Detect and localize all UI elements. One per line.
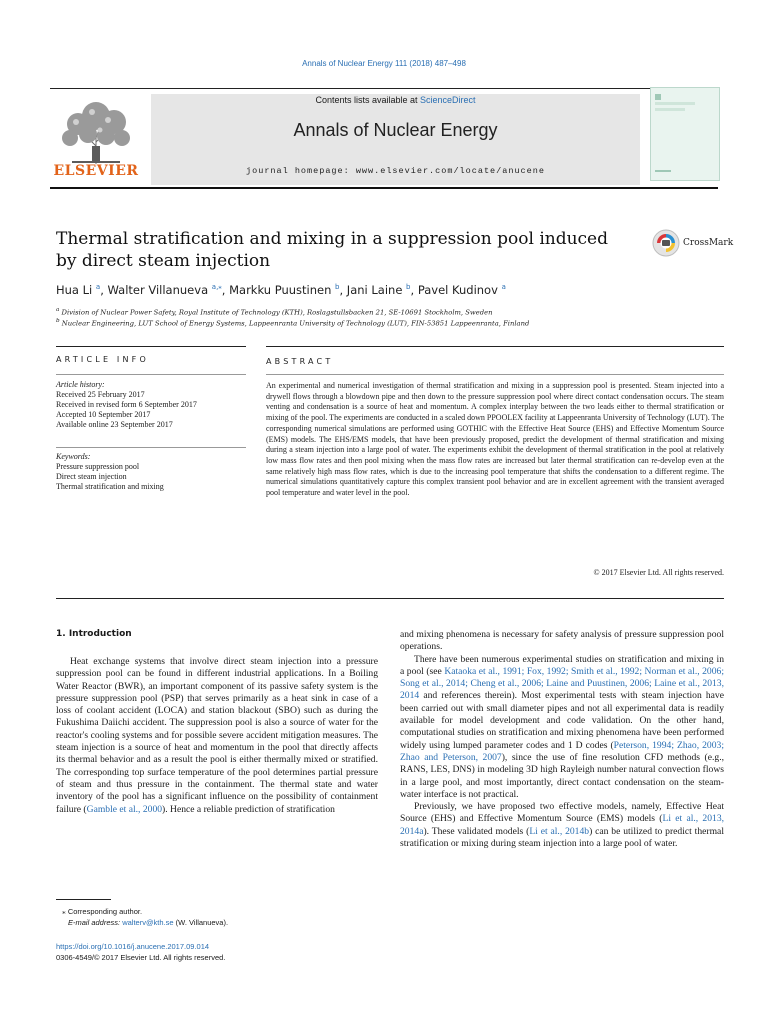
- author[interactable]: Pavel Kudinov $^a$: [417, 283, 506, 297]
- corresponding-author-note: ⁎ Corresponding author.: [62, 907, 143, 916]
- crossmark-label[interactable]: CrossMark: [683, 238, 734, 248]
- author[interactable]: Walter Villanueva $^{a,⁎}$: [107, 283, 222, 297]
- abstract-copyright: © 2017 Elsevier Ltd. All rights reserved.: [593, 568, 724, 577]
- author[interactable]: Hua Li $^a$: [56, 283, 101, 297]
- keywords: Keywords: Pressure suppression pool Direct steam injection Thermal stratification and mixing: [56, 452, 164, 491]
- paragraph: and mixing phenomena is necessary for safety analysis of pressure suppression pool operations.: [400, 629, 724, 653]
- article-info-subrule: [56, 374, 246, 375]
- crossmark-icon[interactable]: [652, 229, 680, 257]
- paper-title: Thermal stratification and mixing in a suppression pool induced by direct steam injection: [56, 229, 608, 271]
- issn-line: 0306-4549/© 2017 Elsevier Ltd. All rights reserved.: [56, 952, 226, 962]
- header-bottom-rule: [50, 187, 718, 189]
- article-info-heading: ARTICLE INFO: [56, 355, 149, 364]
- abstract-heading: ABSTRACT: [266, 357, 334, 366]
- contents-line: Contents lists available at ScienceDirect: [315, 95, 476, 105]
- section-heading-introduction: 1. Introduction: [56, 629, 132, 639]
- citation-link[interactable]: Gamble et al., 2000: [86, 803, 163, 815]
- journal-title: Annals of Nuclear Energy: [293, 120, 498, 140]
- paragraph: Heat exchange systems that involve direct steam injection into a pressure suppression pool can be found in different industrial applications. In a Boiling Water Reactor (BWR), an important component of its passive safety system is the pressure suppression pool (PSP) that serves primarily as a heat sink in case of a loss of coolant accident (LOCA) and station blackout (SBO) such as during the Fukushima Daiichi accident. The suppression pool is also a source of water for the reactor's cooling systems and for possible severe accident mitigation measures. The steam injection is a source of heat and momentum in the pool that directly affects its thermal behavior and as a result the pool is either thermally mixed or stratified. The corresponding top surface temperature of the pool determines partial pressure of steam and thus pressure in the containment. The thermal state and water inventory of the pool has a significant influence on the possibility of containment failure (Gamble et al., 2000). Hence a reliable prediction of stratification: [56, 656, 378, 815]
- affiliation-b: $^b$ Nuclear Engineering, LUT School of Energy Systems, Lappeenranta University of Technology (LUT), FIN-53851 Lappeenranta, Finland: [56, 318, 530, 328]
- doi-block: [56, 942, 356, 963]
- footnote-rule: [56, 899, 111, 900]
- journal-citation[interactable]: Annals of Nuclear Energy 111 (2018) 487–498: [302, 59, 466, 68]
- journal-homepage[interactable]: journal homepage: www.elsevier.com/locate/anucene: [246, 166, 545, 176]
- author[interactable]: Jani Laine $^b$: [346, 283, 411, 297]
- footnote: [56, 906, 356, 928]
- author-list: Hua Li $^a$, Walter Villanueva $^{a,⁎}$, Markku Puustinen $^b$, Jani Laine $^b$, Pavel Kudinov $^a$: [56, 283, 506, 297]
- paragraph: There have been numerous experimental studies on stratification and mixing in a pool (see Kataoka et al., 1991; Fox, 1992; Smith et al., 1992; Norman et al., 2006; Song et al., 2014; Cheng et al., 2006; Laine and Puustinen, 2006; Laine et al., 2013, 2014 and references therein). Most experimental tests with steam injection have been carried out with small diameter pipes and not all experimental data is readily available for model development and code validation. On the other hand, computational studies on stratification and mixing phenomena have been performed widely using lumped parameter codes and 1 D codes (Peterson, 1994; Zhao, 2003; Zhao and Peterson, 2007), since the use of fine resolution CFD methods (e.g., RANS, LES, DNS) in modeling 3D high Rayleigh number natural convection flows in a large pool, and most importantly, direct contact condensation on the steam-water interface is not practical.: [400, 653, 724, 800]
- author[interactable]: Markku Puustinen $^b$: [229, 283, 340, 297]
- citation-link[interactable]: Kataoka et al., 1991; Fox, 1992; Smith et al., 1992; Norman et al., 2006; Song et al., 2014; Cheng et al., 2006; Laine and Puustinen, 2006; Laine et al., 2013, 2014: [400, 665, 724, 702]
- email-line: E-mail address: walterv@kth.se (W. Villanueva).: [68, 918, 229, 927]
- citation-link[interactable]: Li et al., 2013, 2014a: [400, 813, 725, 837]
- affiliation-a: $^a$ Division of Nuclear Power Safety, Royal Institute of Technology (KTH), Roslagstullsbacken 21, SE-10691 Stockholm, Sweden: [56, 307, 493, 317]
- citation-link[interactable]: Li et al., 2014b: [529, 825, 590, 837]
- abstract-bottom-rule: [56, 598, 724, 599]
- journal-cover-thumbnail[interactable]: [650, 87, 720, 181]
- doi-link[interactable]: https://doi.org/10.1016/j.anucene.2017.09.014: [56, 942, 210, 951]
- paragraph: Previously, we have proposed two effective models, namely, Effective Heat Source (EHS) and Effective Momentum Source (EMS) models (Li et al., 2013, 2014a). These validated models (Li et al., 2014b) can be utilized to predict thermal stratification or mixing during steam injection into a large pool of water.: [400, 801, 725, 850]
- citation-link[interactable]: Peterson, 1994; Zhao, 2003; Zhao and Peterson, 2007: [400, 739, 724, 763]
- article-info-rule: [56, 346, 246, 347]
- email-link[interactable]: walterv@kth.se: [122, 918, 174, 927]
- article-history: Article history: Received 25 February 2017 Received in revised form 6 September 2017 Accepted 10 September 2017 Available online 23 September 2017: [56, 380, 197, 429]
- intro-right-column: [400, 629, 724, 850]
- intro-left-column: [56, 656, 378, 816]
- abstract-rule: [266, 346, 724, 347]
- sciencedirect-link[interactable]: ScienceDirect: [420, 95, 476, 105]
- abstract-text: An experimental and numerical investigation of thermal stratification and mixing in a suppression pool is presented. Steam injected into a drywell flows through a blowdown pipe and then down to the pressure suppression pool where direct contact condensation occurs. The steam venting and condensation is a source of heat and momentum. A complex interplay between the two leads either to thermal stratification or mixing of the pool. The experiments are conducted in a scaled down PPOOLEX facility at Lappeenranta University of Technology (LUT). The corresponding numerical simulations are performed using GOTHIC with the Effective Heat Source (EHS) and Effective Momentum Source (EMS) models. The EHS/EMS models, that have been previously proposed, predict the development of thermal stratification and mixing during a steam injection into a large pool of water. The experiments exhibit the development of thermal stratification in the pool at relatively low mass flow rates and then pool mixing when the mass flow rates are increased but later thermal stratification can re-develop even at the same relatively high mass flow rates, which is due to the increasing pool temperature that shifts the condensation to a different regime. The numerical simulations quantitatively capture this complex transient pool behavior and are in excellent agreement with the transient averaged pool temperature and water level in the pool.: [266, 381, 724, 498]
- keywords-rule: [56, 447, 246, 448]
- elsevier-wordmark: ELSEVIER: [53, 163, 139, 179]
- header-top-rule: [50, 88, 718, 89]
- abstract-subrule: [266, 374, 724, 375]
